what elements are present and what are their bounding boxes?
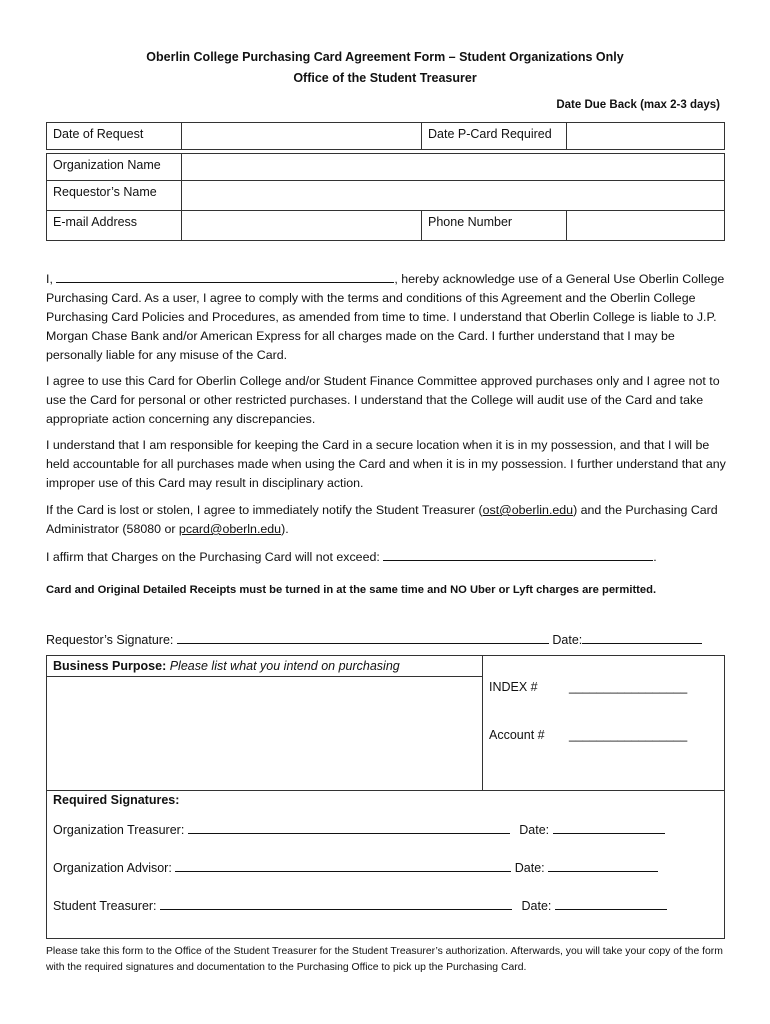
form-subtitle: Office of the Student Treasurer <box>293 71 477 85</box>
org-advisor-line: Organization Advisor: Date: <box>53 858 658 875</box>
agreement-paragraph-1: I, , hereby acknowledge use of a General Use Oberlin College Purchasing Card. As a user, I agree to comply with the terms and conditions of this Agreement and the Oberlin College Purchasing Card Policies and Procedures, as amended from time to time. I understand that Oberlin College is liable to J.P. Morgan Chase Bank and/or American Express for all charges made on the Card. I further understand that I may be personally liable for any misuse of the Card. <box>46 269 726 365</box>
business-purpose-field[interactable] <box>47 677 482 787</box>
required-signatures-heading: Required Signatures: <box>53 793 180 807</box>
student-treasurer-signature-field[interactable] <box>160 896 512 910</box>
ost-email-link[interactable]: ost@oberlin.edu <box>482 503 574 517</box>
business-purpose-box <box>46 655 725 939</box>
business-purpose-section <box>47 656 483 790</box>
form-title: Oberlin College Purchasing Card Agreement Form – Student Organizations Only <box>146 50 624 64</box>
email-label: E-mail Address <box>47 211 182 241</box>
acknowledge-name-blank[interactable] <box>56 269 394 283</box>
date-pcard-required-label: Date P-Card Required <box>422 123 567 150</box>
agreement-paragraph-2: I agree to use this Card for Oberlin College and/or Student Finance Committee approved purchases only and I agree not to use the Card for personal or other restricted purchases. I understand that the College will audit use of the Card and take appropriate action concerning any discrepancies. <box>46 374 720 426</box>
requestor-name-field[interactable] <box>182 181 725 211</box>
org-advisor-signature-field[interactable] <box>175 858 511 872</box>
signatures-divider <box>47 790 724 791</box>
requestor-date-field[interactable] <box>582 630 702 644</box>
student-treasurer-date-field[interactable] <box>555 896 667 910</box>
org-treasurer-line: Organization Treasurer: Date: <box>53 820 665 837</box>
business-purpose-hint: Please list what you intend on purchasing <box>169 659 400 673</box>
organization-name-label: Organization Name <box>47 154 182 181</box>
email-field[interactable] <box>182 211 422 241</box>
requestor-signature-line: Requestor’s Signature: Date: <box>46 630 702 647</box>
date-of-request-field[interactable] <box>182 123 422 150</box>
student-treasurer-line: Student Treasurer: Date: <box>53 896 667 913</box>
org-treasurer-date-field[interactable] <box>553 820 665 834</box>
account-label: Account # <box>489 728 545 742</box>
agreement-paragraph-4: If the Card is lost or stolen, I agree to immediately notify the Student Treasurer (ost@oberlin.edu) and the Purchasing Card Administrator (58080 or pcard@oberln.edu). <box>46 503 718 536</box>
footer-instructions: Please take this form to the Office of the Student Treasurer for the Student Treasurer’s authorization. Afterwards, you will take your copy of the form with the required signatures and documentation to the Purchasing Office to pick up the Purchasing Card. <box>46 946 723 973</box>
requestor-signature-field[interactable] <box>177 630 549 644</box>
agreement-paragraph-3: I understand that I am responsible for keeping the Card in a secure location when it is in my possession, and that I will be held accountable for all purchases made when using the Card and when it is in my possession. I further understand that any improper use of this Card may result in disciplinary action. <box>46 438 726 490</box>
account-field[interactable]: _________________ <box>569 728 688 742</box>
date-of-request-label: Date of Request <box>47 123 182 150</box>
date-pcard-required-field[interactable] <box>567 123 725 150</box>
pcard-email-link[interactable]: pcard@oberln.edu <box>178 522 282 536</box>
phone-label: Phone Number <box>422 211 567 241</box>
index-label: INDEX # <box>489 680 538 694</box>
org-advisor-date-field[interactable] <box>548 858 658 872</box>
organization-name-field[interactable] <box>182 154 725 181</box>
charge-limit-blank[interactable] <box>383 547 653 561</box>
receipts-warning: Card and Original Detailed Receipts must be turned in at the same time and NO Uber or Lyft charges are permitted. <box>46 584 657 596</box>
phone-field[interactable] <box>567 211 725 241</box>
index-field[interactable]: _________________ <box>569 680 688 694</box>
requestor-name-label: Requestor’s Name <box>47 181 182 211</box>
business-purpose-label: Business Purpose: <box>53 659 167 673</box>
agreement-paragraph-5: I affirm that Charges on the Purchasing Card will not exceed: . <box>46 547 726 567</box>
org-treasurer-signature-field[interactable] <box>188 820 510 834</box>
date-due-label: Date Due Back (max 2-3 days) <box>556 99 720 111</box>
request-info-table <box>46 122 725 241</box>
